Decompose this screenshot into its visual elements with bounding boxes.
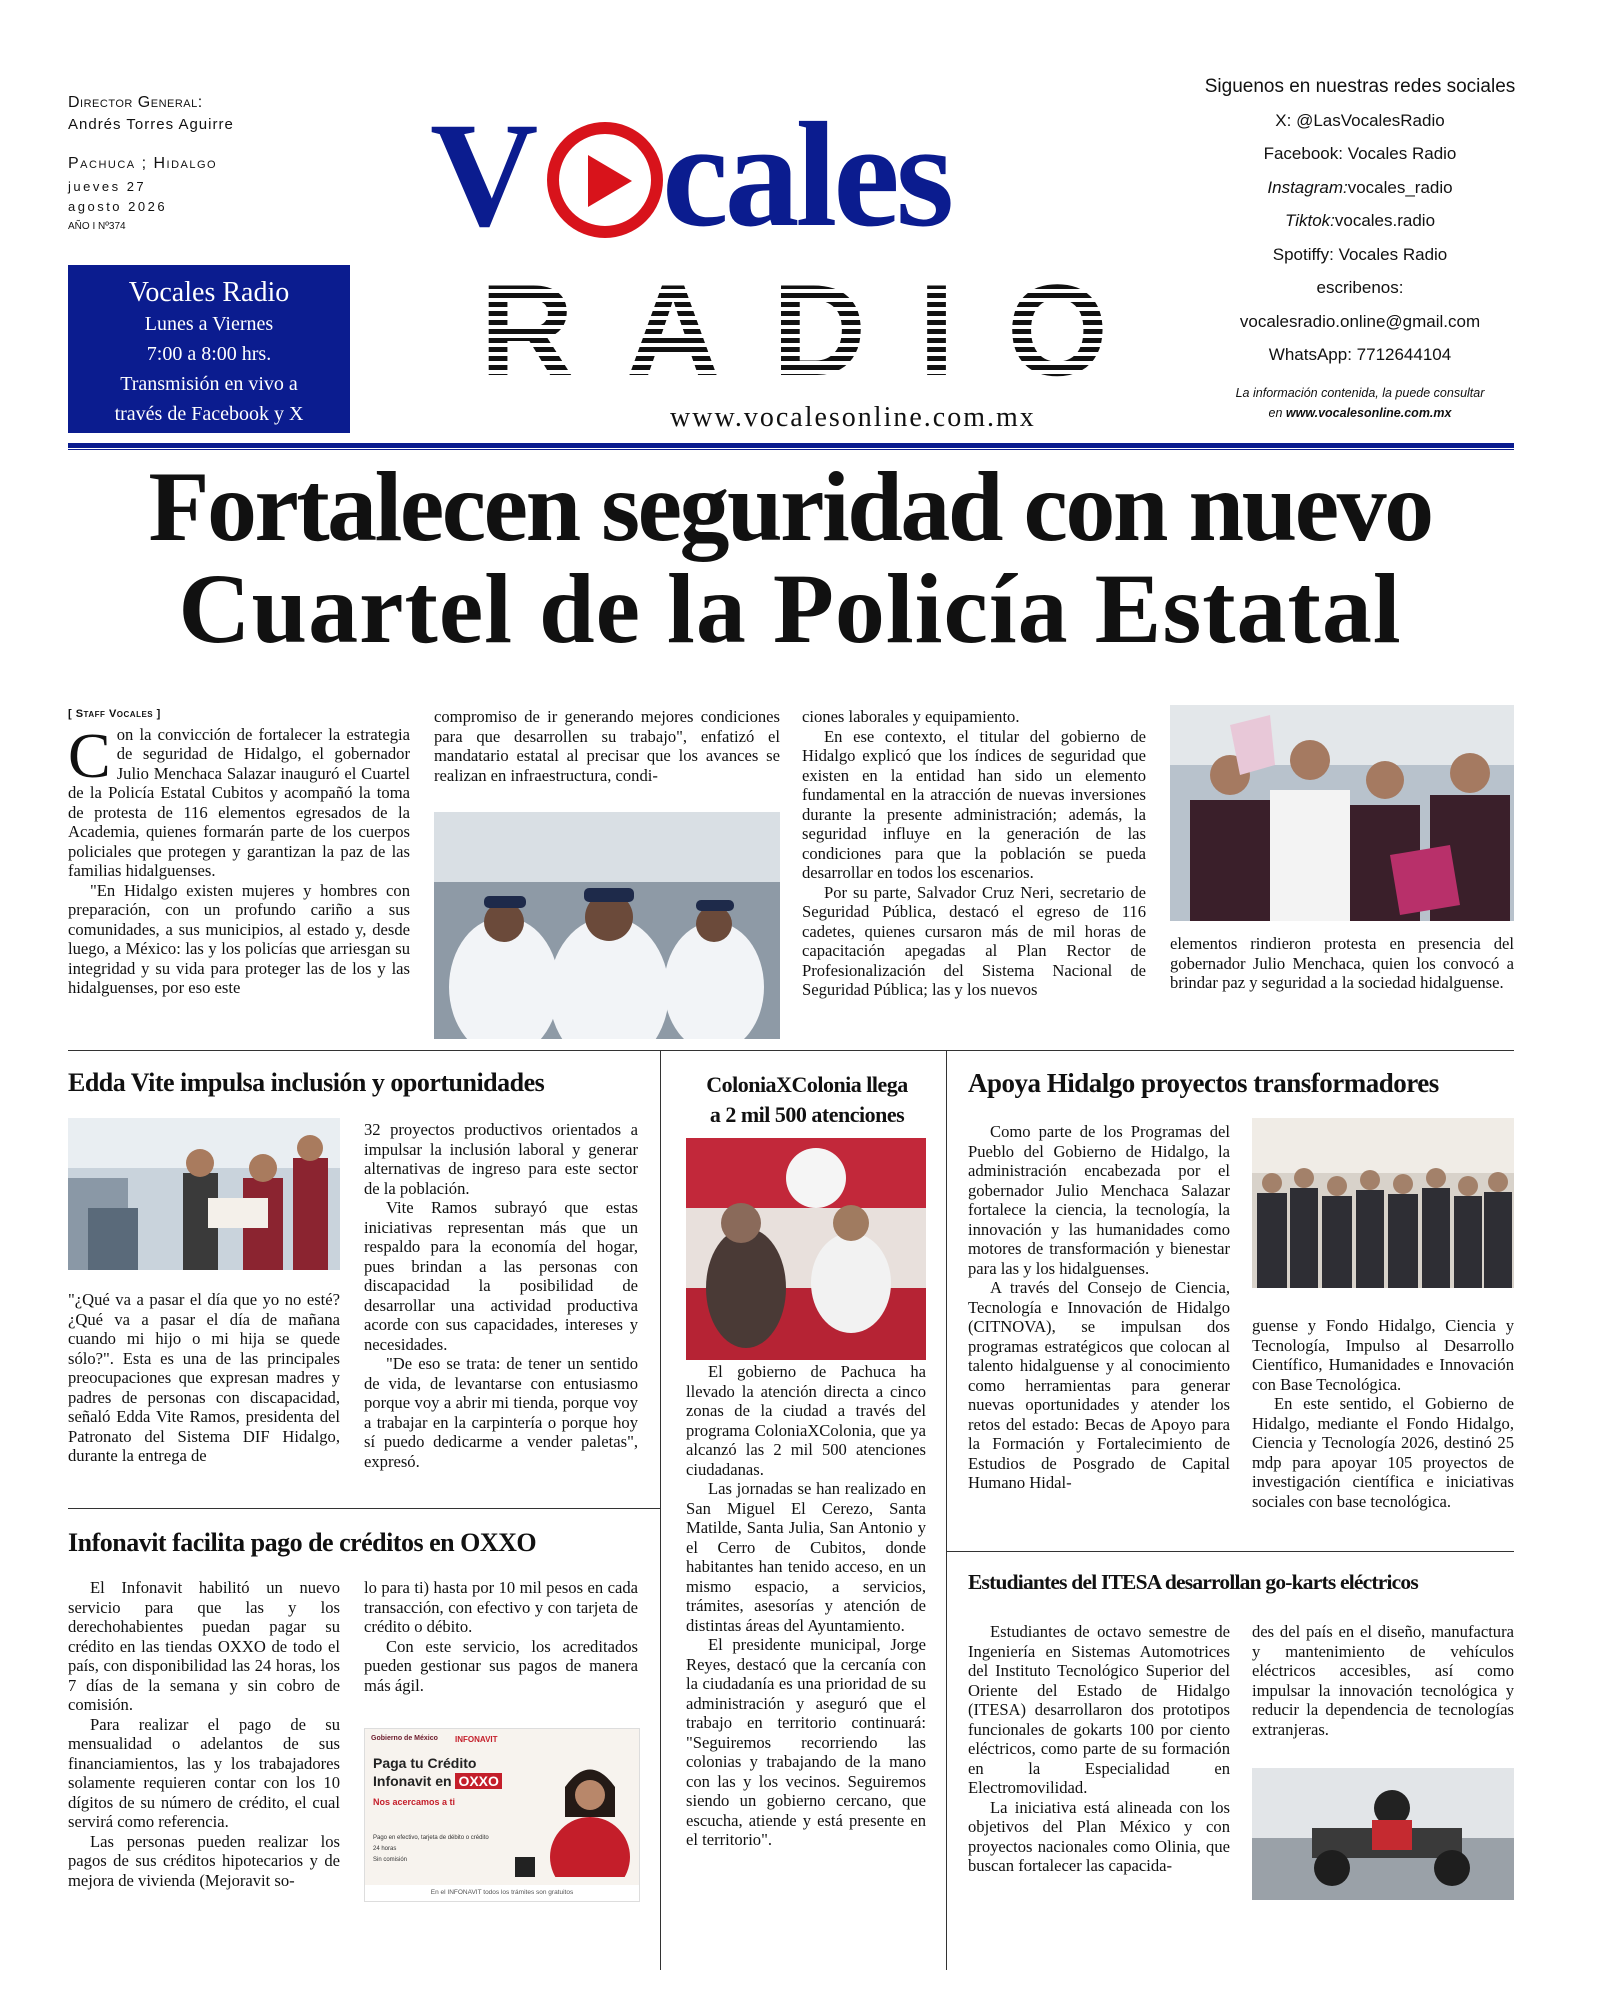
go-kart-photo bbox=[1252, 1768, 1514, 1900]
edda-paragraph: 32 proyectos productivos orientados a impulsar la inclusión laboral y generar alternativas de ingreso para este sector de la población. bbox=[364, 1120, 638, 1198]
social-spotify[interactable]: Spotiffy: Vocales Radio bbox=[1272, 244, 1448, 264]
colonia-title-line1: ColoniaXColonia llega bbox=[706, 1072, 908, 1097]
social-write-label: escribenos: bbox=[1316, 278, 1404, 297]
section-divider bbox=[68, 1508, 660, 1509]
apoya-title: Apoya Hidalgo proyectos transformadores bbox=[968, 1068, 1439, 1098]
play-icon bbox=[588, 155, 632, 207]
main-story-col2 bbox=[434, 707, 780, 785]
main-headline bbox=[60, 451, 1520, 664]
apoya-col1 bbox=[968, 1122, 1230, 1493]
logo-radio-text: RADIO bbox=[480, 257, 1130, 403]
colonia-story bbox=[686, 1362, 926, 1850]
social-whatsapp[interactable]: WhatsApp: 7712644104 bbox=[1268, 345, 1452, 364]
tiktok-handle: vocales.radio bbox=[1334, 211, 1436, 230]
instagram-label: Instagram: bbox=[1267, 177, 1348, 197]
headline-line2: Cuartel de la Policía Estatal bbox=[178, 553, 1402, 664]
ad-footer: En el INFONAVIT todos los trámites son gratuitos bbox=[365, 1885, 639, 1901]
itesa-paragraph: Estudiantes de octavo semestre de Ingeniería en Sistemas Automotrices del Instituto Tecnológico Superior del Oriente del Estado de Hidalgo (ITESA) desarrollaron dos prototipos funcionales de gokarts 100 por ciento eléctricos, como parte de su formación en la Especialidad en Electromovilidad. bbox=[968, 1622, 1230, 1797]
logo-word: cales bbox=[662, 95, 951, 258]
apoya-paragraph: Como parte de los Programas del Pueblo del Gobierno de Hidalgo, la administración encabezada por el gobernador Julio Menchaca Salazar fortalece la ciencia, la tecnología, la innovación y las humanidades como motores de transformación y bienestar para las y los hidalguenses. bbox=[968, 1122, 1230, 1278]
main-paragraph: Por su parte, Salvador Cruz Neri, secretario de Seguridad Pública, destacó el egreso de 116 cadetes, quienes cursaron más de mil horas de capacitación apegadas al Plan Rector de Profesionalización del Sistema Nacional de Seguridad Pública; las y los nuevos bbox=[802, 882, 1146, 999]
citnova-group-photo bbox=[1252, 1118, 1514, 1288]
main-paragraph: elementos rindieron protesta en presencia del gobernador Julio Menchaca, quien los convocó a brindar paz y seguridad a la sociedad hidalguense. bbox=[1170, 934, 1514, 992]
infonavit-ad[interactable] bbox=[364, 1728, 640, 1902]
radio-box-line: 7:00 a 8:00 hrs. bbox=[146, 343, 272, 365]
social-links bbox=[1180, 70, 1540, 372]
logo-letter-v: V bbox=[430, 95, 539, 258]
infonavit-paragraph: Con este servicio, los acreditados pueden gestionar sus pagos de manera más ágil. bbox=[364, 1636, 638, 1695]
section-divider bbox=[946, 1551, 1514, 1552]
colonia-paragraph: El presidente municipal, Jorge Reyes, destacó que la cercanía con la ciudadanía es una prioridad de su administración y aseguró que el trabajo en territorio continuará: "Seguiremos recorriendo las colonias y trabajando de la mano con las y los vecinos. Seguiremos siendo un gobierno cercano, que escucha, atiende y está presente en el territorio". bbox=[686, 1635, 926, 1849]
itesa-col2 bbox=[1252, 1622, 1514, 1739]
section-divider bbox=[68, 1050, 1514, 1051]
site-url[interactable]: www.vocalesonline.com.mx bbox=[670, 402, 1036, 433]
infonavit-title: Infonavit facilita pago de créditos en OXXO bbox=[68, 1528, 537, 1557]
colonia-paragraph: Las jornadas se han realizado en San Miguel El Cerezo, Santa Matilde, Santa Julia, San Antonio y el Cerro de Cubitos, donde habitantes han tenido acceso, en un mismo espacio, a servicios, trámites, asesorías y atención de distintas áreas del Ayuntamiento. bbox=[686, 1479, 926, 1635]
ad-store-badge: OXXO bbox=[455, 1773, 501, 1789]
city: Pachuca ; Hidalgo bbox=[68, 155, 218, 172]
infonavit-paragraph: Para realizar el pago de su mensualidad o adelantos de sus financiamientos, las y los trabajadores solamente requieren contar con los 10 dígitos de su número de crédito, el cual servirá como referencia. bbox=[68, 1714, 340, 1831]
social-facebook[interactable]: Facebook: Vocales Radio bbox=[1263, 144, 1457, 163]
ad-subheading: Nos acercamos a ti bbox=[373, 1797, 456, 1807]
date-day: jueves 27 bbox=[68, 179, 147, 194]
date-month-year: agosto 2026 bbox=[68, 199, 168, 214]
main-story-col1 bbox=[68, 705, 410, 998]
main-paragraph: ciones laborales y equipamiento. bbox=[802, 707, 1020, 726]
infonavit-paragraph: El Infonavit habilitó un nuevo servicio para que las y los derechohabientes puedan pagar su crédito en las tiendas OXXO de todo el país, con disponibilidad las 24 horas, los 7 días de la semana y sin cobro de comisión. bbox=[68, 1578, 340, 1714]
edda-paragraph: "¿Qué va a pasar el día que yo no esté? ¿Qué va a pasar el día de mañana cuando mi hijo o mi hija se quede sólo?". Esta es una de las principales preocupaciones que expresan madres y padres de personas con discapacidad, señaló Edda Vite Ramos, presidenta del Patronato del Sistema DIF Hidalgo, durante la entrega de bbox=[68, 1290, 340, 1465]
issue-number: AÑO I Nº374 bbox=[68, 221, 126, 232]
ad-bullet: 24 horas bbox=[373, 1846, 397, 1852]
ad-model-photo bbox=[535, 1747, 635, 1877]
tiktok-label: Tiktok: bbox=[1284, 211, 1335, 230]
social-title: Siguenos en nuestras redes sociales bbox=[1204, 76, 1516, 97]
social-note-prefix: en bbox=[1268, 406, 1286, 420]
ad-bullets bbox=[373, 1833, 513, 1866]
social-note-line2 bbox=[1180, 403, 1540, 423]
colonia-title-line2: a 2 mil 500 atenciones bbox=[709, 1102, 905, 1127]
itesa-paragraph: des del país en el diseño, manufactura y mantenimiento de vehículos eléctricos accesibles, así como impulsar la innovación tecnológica y reducir la dependencia de tecnologías extranjeras. bbox=[1252, 1622, 1514, 1739]
social-instagram[interactable] bbox=[1180, 171, 1540, 205]
ad-bullet: Pago en efectivo, tarjeta de débito o crédito bbox=[373, 1835, 489, 1841]
social-note-line1: La información contenida, la puede consultar bbox=[1235, 386, 1485, 400]
ad-brand-gob: Gobierno de México bbox=[371, 1735, 438, 1742]
radio-schedule-box bbox=[68, 265, 350, 433]
column-divider bbox=[946, 1050, 947, 1970]
headline-line1: Fortalecen seguridad con nuevo bbox=[148, 451, 1432, 562]
infonavit-paragraph: lo para ti) hasta por 10 mil pesos en cada transacción, con efectivo y con tarjeta de crédito o débito. bbox=[364, 1578, 638, 1636]
edda-title: Edda Vite impulsa inclusión y oportunidades bbox=[68, 1068, 545, 1097]
ad-bullet: Sin comisión bbox=[373, 1857, 408, 1863]
social-email[interactable]: vocalesradio.online@gmail.com bbox=[1239, 311, 1481, 331]
byline: [ Staff Vocales ] bbox=[68, 708, 161, 720]
infonavit-paragraph: Las personas pueden realizar los pagos de sus créditos hipotecarios y de mejora de vivienda (Mejoravit so- bbox=[68, 1831, 340, 1890]
edda-vite-photo bbox=[68, 1118, 340, 1270]
main-story-col3 bbox=[802, 707, 1146, 1000]
radio-box-title: Vocales Radio bbox=[128, 277, 290, 308]
main-story-col4 bbox=[1170, 934, 1514, 993]
itesa-col1 bbox=[968, 1622, 1230, 1876]
social-note bbox=[1180, 383, 1540, 423]
itesa-title: Estudiantes del ITESA desarrollan go-karts eléctricos bbox=[968, 1570, 1418, 1594]
colonia-paragraph: El gobierno de Pachuca ha llevado la atención directa a cinco zonas de la ciudad a través del programa ColoniaXColonia, que ya alcanzó las 2 mil 500 atenciones ciudadanas. bbox=[686, 1362, 926, 1479]
colonia-title bbox=[682, 1070, 932, 1130]
infonavit-col2 bbox=[364, 1578, 638, 1695]
radio-box-line: través de Facebook y X bbox=[114, 403, 304, 425]
masthead-rule bbox=[68, 443, 1514, 448]
ad-headline1: Paga tu Crédito bbox=[373, 1755, 477, 1771]
director-label: Director General: bbox=[68, 94, 203, 111]
main-paragraph: on la convicción de fortalecer la estrategia de seguridad de Hidalgo, el gobernador Julio Menchaca Salazar inauguró el Cuartel de la Policía Estatal Cubitos y acompañó la toma de protesta de 116 elementos egresados de la Academia, quienes formarán parte de los cuerpos policiales que protegen y garantizan la paz de las familias hidalguenses. bbox=[68, 724, 410, 880]
edda-paragraph: Vite Ramos subrayó que estas iniciativas representan más que un respaldo para la economía del hogar, pues brindan a las personas con discapacidad la posibilidad de desarrollar una actividad productiva acorde con sus capacidades, intereses y necesidades. bbox=[364, 1198, 638, 1354]
ad-headline2 bbox=[373, 1773, 502, 1789]
ad-headline2-text: Infonavit en bbox=[373, 1773, 452, 1789]
police-salute-photo bbox=[434, 812, 780, 1039]
column-divider bbox=[660, 1050, 661, 1970]
vocales-radio-logo bbox=[430, 95, 1150, 435]
radio-box-line: Transmisión en vivo a bbox=[120, 373, 298, 395]
social-tiktok[interactable] bbox=[1180, 204, 1540, 238]
edda-col1 bbox=[68, 1290, 340, 1466]
ad-brand-infonavit: INFONAVIT bbox=[455, 1735, 498, 1744]
apoya-paragraph: guense y Fondo Hidalgo, Ciencia y Tecnología, Impulso al Desarrollo Científico, Humanidades e Innovación con Base Tecnológica. bbox=[1252, 1316, 1514, 1394]
masthead-rule-thin bbox=[68, 449, 1514, 450]
apoya-paragraph: En este sentido, el Gobierno de Hidalgo, mediante el Fondo Hidalgo, Ciencia y Tecnología 2026, destinó 25 mdp para apoyar 105 proyectos de investigación científica e iniciativas sociales con base tecnológica. bbox=[1252, 1394, 1514, 1511]
director-name: Andrés Torres Aguirre bbox=[68, 116, 234, 133]
dropcap: C bbox=[68, 719, 111, 791]
instagram-handle: vocales_radio bbox=[1347, 177, 1453, 197]
infonavit-col1 bbox=[68, 1578, 340, 1890]
main-paragraph: compromiso de ir generando mejores condiciones para que desarrollen su trabajo", enfatizó el mandatario estatal al precisar que los avances se realizan en infraestructura, condi- bbox=[434, 707, 780, 785]
colonia-photo bbox=[686, 1138, 926, 1360]
apoya-col2 bbox=[1252, 1316, 1514, 1511]
main-paragraph: "En Hidalgo existen mujeres y hombres con preparación, con un profundo cariño a sus comunidades, a sus municipios, al estado y, desde luego, a México: las y los policías que arriesgan su integridad y su vida para proteger las de los y las hidalguenses, por eso este bbox=[68, 880, 410, 997]
masthead-info bbox=[68, 94, 368, 232]
apoya-paragraph: A través del Consejo de Ciencia, Tecnología e Innovación de Hidalgo (CITNOVA), se impulsan dos programas estratégicos que colocan al talento hidalguense y al conocimiento como herramientas para generar nuevas oportunidades y atender los retos del estado: Becas de Apoyo para la Formación y Fortalecimiento de Estudios de Posgrado de Capital Humano Hidal- bbox=[968, 1278, 1230, 1492]
radio-box-line: Lunes a Viernes bbox=[144, 313, 274, 335]
qr-code-icon bbox=[515, 1857, 535, 1877]
governor-ribbon-photo bbox=[1170, 705, 1514, 921]
social-x[interactable]: X: @LasVocalesRadio bbox=[1275, 110, 1445, 130]
main-paragraph: En ese contexto, el titular del gobierno de Hidalgo explicó que los índices de seguridad que existen en la entidad han sido un elemento fundamental en la atracción de nuevas inversiones durante la presente administración; además, la seguridad influye en la generación de las condiciones para que la población se pueda desarrollar en todos los escenarios. bbox=[802, 726, 1146, 882]
edda-col2 bbox=[364, 1120, 638, 1471]
itesa-paragraph: La iniciativa está alineada con los objetivos del Plan México y con proyectos nacionales como Olinia, que buscan fortalecer las capacida- bbox=[968, 1797, 1230, 1875]
edda-paragraph: "De eso se trata: de tener un sentido de vida, de levantarse con entusiasmo porque voy a abrir mi tienda, porque voy a trabajar en la carpintería o porque hoy sí puedo dedicarme a vender paletas", expresó. bbox=[364, 1354, 638, 1471]
social-note-url[interactable]: www.vocalesonline.com.mx bbox=[1285, 406, 1452, 420]
